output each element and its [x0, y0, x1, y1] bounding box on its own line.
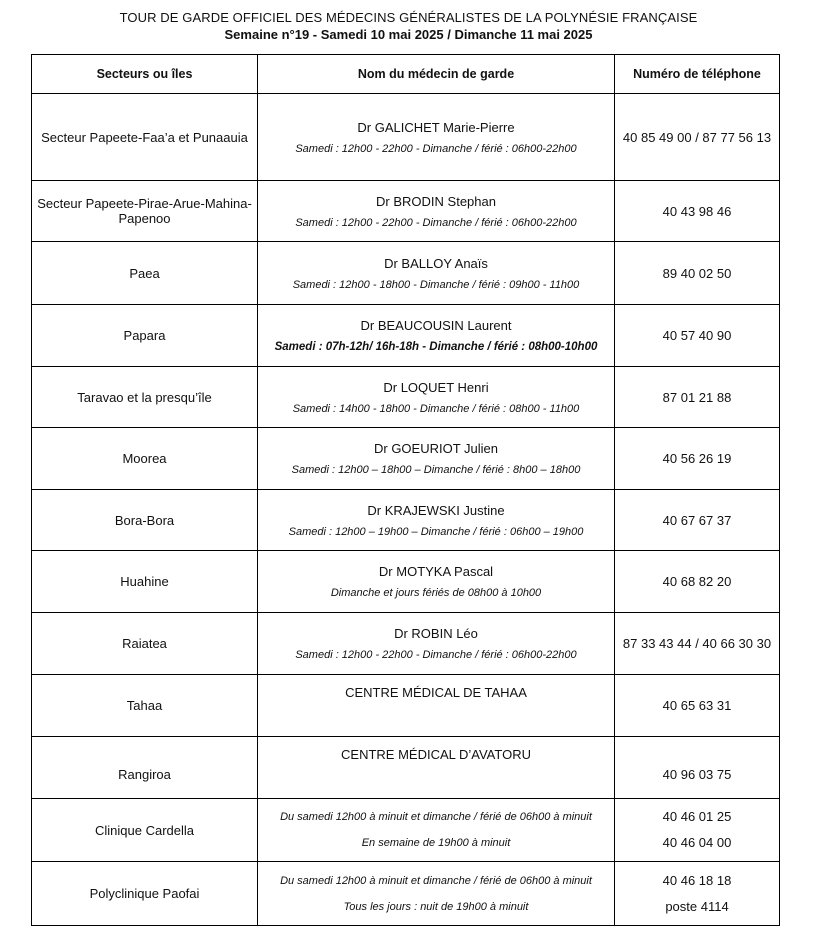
sector-cell: Rangiroa: [32, 737, 258, 799]
doctor-name: CENTRE MÉDICAL D’AVATORU: [341, 747, 531, 762]
doctor-schedule: Samedi : 12h00 – 19h00 – Dimanche / férié : 06h00 – 19h00: [288, 525, 584, 538]
doctor-cell: [258, 675, 615, 737]
doctor-name: Dr BRODIN Stephan: [376, 193, 496, 209]
sector-cell: Raiatea: [32, 613, 258, 675]
doctor-name: CENTRE MÉDICAL DE TAHAA: [345, 685, 527, 700]
doctor-schedule: Samedi : 12h00 - 22h00 - Dimanche / férié : 06h00-22h00: [295, 216, 577, 229]
doctor-cell: [258, 428, 615, 490]
phone-cell: 40 57 40 90: [615, 305, 780, 367]
phone-cell: 40 96 03 75: [615, 737, 780, 799]
sector-cell: Papara: [32, 305, 258, 367]
page-subtitle: Semaine n°19 - Samedi 10 mai 2025 / Dimanche 11 mai 2025: [224, 27, 593, 42]
doctor-cell: [258, 367, 615, 428]
doctor-name: Dr GOEURIOT Julien: [373, 441, 498, 456]
sector-cell: Moorea: [32, 428, 258, 490]
doctor-schedule: Samedi : 12h00 - 22h00 - Dimanche / férié : 06h00-22h00: [295, 649, 577, 661]
doctor-schedule: Samedi : 12h00 - 22h00 - Dimanche / férié : 06h00-22h00: [295, 142, 577, 155]
doctor-cell: [258, 242, 615, 305]
doctor-name: Dr BALLOY Anaïs: [384, 255, 488, 271]
doctor-cell: [258, 737, 615, 799]
doctor-cell: [258, 613, 615, 675]
phone-cell: 40 56 26 19: [615, 428, 780, 490]
table-row: [32, 428, 780, 490]
doctor-name: Dr LOQUET Henri: [383, 379, 489, 395]
doctor-schedule: Samedi : 14h00 - 18h00 - Dimanche / férié : 08h00 - 11h00: [292, 402, 580, 415]
phone-number: 40 46 18 18: [662, 872, 732, 888]
hours-line: Tous les jours : nuit de 19h00 à minuit: [343, 900, 529, 913]
doctor-cell: [258, 305, 615, 367]
doctor-name: Dr ROBIN Léo: [394, 626, 478, 641]
hours-line: Du samedi 12h00 à minuit et dimanche / férié de 06h00 à minuit: [280, 874, 592, 887]
sector-cell: Clinique Cardella: [32, 799, 258, 862]
phone-number: 40 46 01 25: [662, 809, 732, 824]
table-row: [32, 862, 780, 926]
table-row: [32, 613, 780, 675]
sector-cell: Bora-Bora: [32, 490, 258, 551]
phone-cell: [615, 799, 780, 862]
sector-cell: Secteur Papeete-Faa’a et Punaauia: [32, 94, 258, 181]
table-row: [32, 367, 780, 428]
sector-cell: Secteur Papeete-Pirae-Arue-Mahina-Papenoo: [32, 181, 258, 242]
sector-cell: Paea: [32, 242, 258, 305]
doctor-name: Dr GALICHET Marie-Pierre: [357, 119, 515, 135]
table-row: [32, 551, 780, 613]
table-row: [32, 490, 780, 551]
table-header-row: [32, 55, 780, 94]
doctor-cell: [258, 862, 615, 926]
hours-line: En semaine de 19h00 à minuit: [361, 837, 511, 849]
column-header-phone: Numéro de téléphone: [615, 55, 780, 94]
table-row: [32, 242, 780, 305]
doctor-name: Dr BEAUCOUSIN Laurent: [360, 318, 512, 333]
sector-cell: Tahaa: [32, 675, 258, 737]
column-header-doctor: Nom du médecin de garde: [258, 55, 615, 94]
phone-cell: [615, 862, 780, 926]
doctor-schedule: Samedi : 07h-12h/ 16h-18h - Dimanche / férié : 08h00-10h00: [274, 341, 598, 353]
table-row: [32, 675, 780, 737]
table-row: [32, 94, 780, 181]
doctor-schedule: Samedi : 12h00 – 18h00 – Dimanche / férié : 8h00 – 18h00: [291, 464, 581, 476]
doctor-cell: [258, 490, 615, 551]
column-header-sector: Secteurs ou îles: [32, 55, 258, 94]
phone-number: poste 4114: [665, 898, 729, 914]
hours-line: Du samedi 12h00 à minuit et dimanche / férié de 06h00 à minuit: [280, 811, 592, 823]
sector-cell: Polyclinique Paofai: [32, 862, 258, 926]
doctor-name: Dr KRAJEWSKI Justine: [367, 502, 505, 518]
doctor-cell: [258, 181, 615, 242]
doctor-name: Dr MOTYKA Pascal: [378, 564, 494, 579]
phone-cell: 40 67 67 37: [615, 490, 780, 551]
page-title: TOUR DE GARDE OFFICIEL DES MÉDECINS GÉNÉRALISTES DE LA POLYNÉSIE FRANÇAISE: [119, 10, 698, 25]
phone-cell: 87 01 21 88: [615, 367, 780, 428]
phone-cell: 40 85 49 00 / 87 77 56 13: [615, 94, 780, 181]
doctor-cell: [258, 799, 615, 862]
doctor-cell: [258, 551, 615, 613]
table-row: [32, 737, 780, 799]
phone-cell: 40 68 82 20: [615, 551, 780, 613]
doctor-cell: [258, 94, 615, 181]
phone-cell: 40 43 98 46: [615, 181, 780, 242]
table-row: [32, 181, 780, 242]
sector-cell: Huahine: [32, 551, 258, 613]
phone-cell: 87 33 43 44 / 40 66 30 30: [615, 613, 780, 675]
phone-cell: 40 65 63 31: [615, 675, 780, 737]
table-row: [32, 799, 780, 862]
doctor-schedule: Dimanche et jours fériés de 08h00 à 10h00: [330, 587, 542, 599]
table-row: [32, 305, 780, 367]
sector-cell: Taravao et la presqu’île: [32, 367, 258, 428]
doctor-schedule: Samedi : 12h00 - 18h00 - Dimanche / férié : 09h00 - 11h00: [292, 278, 580, 291]
phone-cell: 89 40 02 50: [615, 242, 780, 305]
phone-number: 40 46 04 00: [662, 835, 732, 850]
duty-roster-table: [31, 54, 780, 926]
